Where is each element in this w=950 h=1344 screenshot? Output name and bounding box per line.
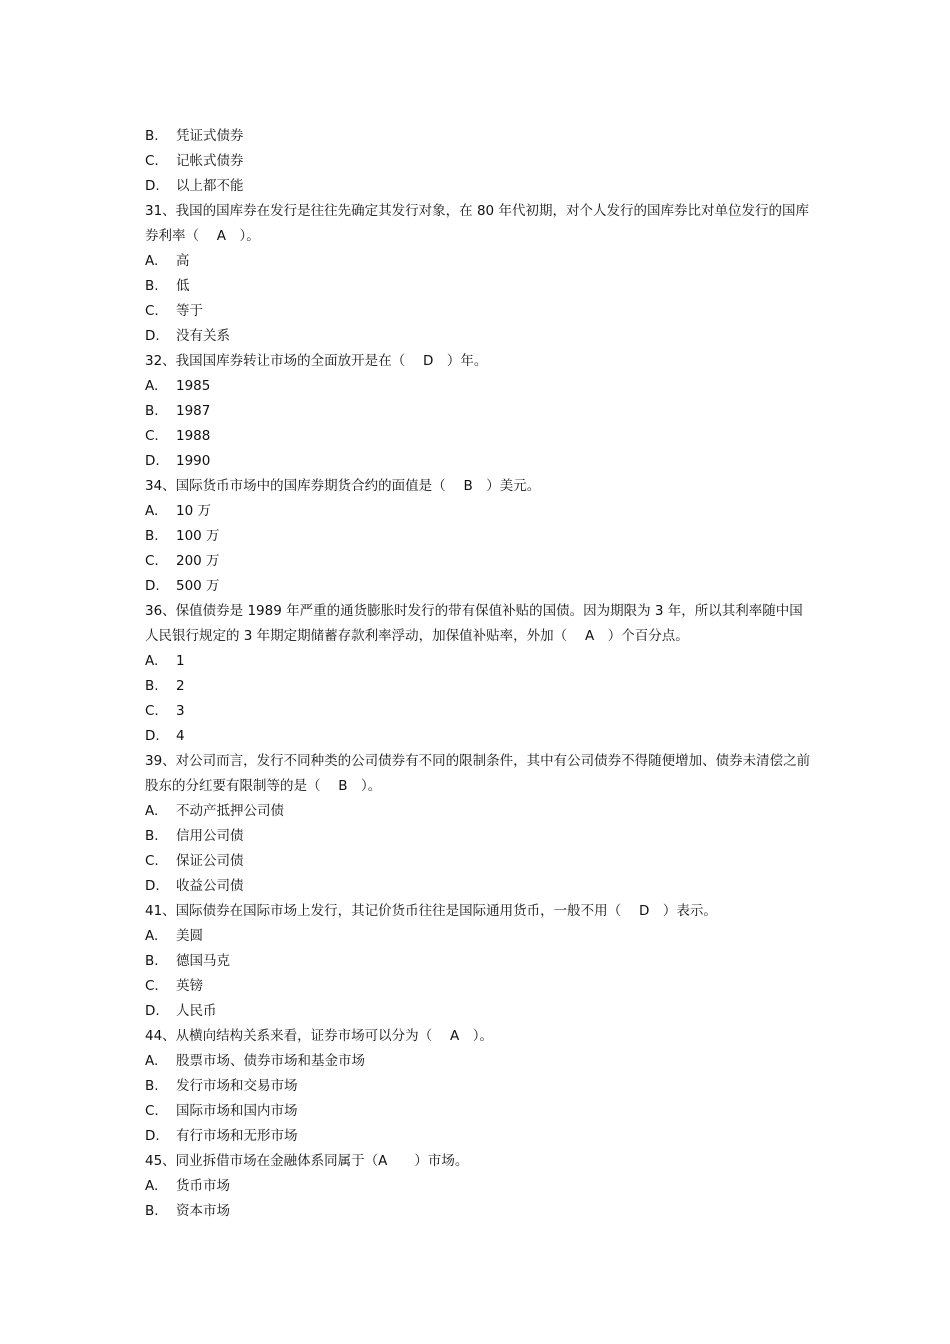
option-label: C.: [145, 553, 159, 569]
option-label: A.: [145, 378, 159, 394]
option-text: 记帐式债券: [176, 153, 244, 169]
question-text: 44、从横向结构关系来看，证券市场可以分为（ A ）。: [145, 1028, 493, 1044]
option-label: D.: [145, 578, 160, 594]
answer-option: [145, 1074, 815, 1099]
option-text: 低: [176, 278, 190, 294]
option-text: 1: [176, 653, 185, 669]
option-label: D.: [145, 1003, 160, 1019]
option-text: 1985: [176, 378, 211, 394]
option-label: A.: [145, 653, 159, 669]
question-text: 31、我国的国库券在发行是往往先确定其发行对象，在 80 年代初期，对个人发行的国库券比对单位发行的国库券利率（ A ）。: [145, 203, 809, 244]
question-text: 45、同业拆借市场在金融体系同属于（A ）市场。: [145, 1153, 469, 1169]
answer-option: [145, 399, 815, 424]
answer-option: [145, 724, 815, 749]
option-label: C.: [145, 428, 159, 444]
answer-option: [145, 674, 815, 699]
option-text: 没有关系: [176, 328, 230, 344]
option-text: 等于: [176, 303, 203, 319]
answer-option: [145, 649, 815, 674]
option-text: 200 万: [176, 553, 220, 569]
option-text: 有行市场和无形市场: [176, 1128, 298, 1144]
answer-option: [145, 1199, 815, 1224]
option-text: 100 万: [176, 528, 220, 544]
answer-option: [145, 174, 815, 199]
option-text: 德国马克: [176, 953, 230, 969]
option-text: 凭证式债券: [176, 128, 244, 144]
option-label: B.: [145, 1203, 159, 1219]
option-text: 保证公司债: [176, 853, 244, 869]
option-text: 资本市场: [176, 1203, 230, 1219]
option-label: A.: [145, 253, 159, 269]
option-text: 10 万: [176, 503, 211, 519]
answer-option: [145, 149, 815, 174]
option-text: 人民币: [176, 1003, 217, 1019]
option-label: A.: [145, 928, 159, 944]
option-label: D.: [145, 878, 160, 894]
option-label: C.: [145, 853, 159, 869]
option-text: 美圆: [176, 928, 203, 944]
option-text: 股票市场、债券市场和基金市场: [176, 1053, 365, 1069]
option-label: C.: [145, 978, 159, 994]
option-label: D.: [145, 728, 160, 744]
option-label: C.: [145, 1103, 159, 1119]
answer-option: [145, 449, 815, 474]
option-text: 货币市场: [176, 1178, 230, 1194]
option-text: 4: [176, 728, 185, 744]
question-text: 34、国际货币市场中的国库券期货合约的面值是（ B ）美元。: [145, 478, 541, 494]
option-text: 1988: [176, 428, 211, 444]
option-label: B.: [145, 678, 159, 694]
answer-option: [145, 124, 815, 149]
answer-option: [145, 1099, 815, 1124]
option-label: D.: [145, 453, 160, 469]
answer-option: [145, 424, 815, 449]
option-label: B.: [145, 953, 159, 969]
option-label: A.: [145, 803, 159, 819]
option-text: 收益公司债: [176, 878, 244, 894]
answer-option: [145, 1174, 815, 1199]
answer-option: [145, 524, 815, 549]
answer-option: [145, 574, 815, 599]
option-label: B.: [145, 403, 159, 419]
option-label: D.: [145, 178, 160, 194]
answer-option: [145, 999, 815, 1024]
answer-option: [145, 824, 815, 849]
option-text: 高: [176, 253, 190, 269]
option-label: B.: [145, 528, 159, 544]
option-text: 国际市场和国内市场: [176, 1103, 298, 1119]
question-text: 36、保值债券是 1989 年严重的通货膨胀时发行的带有保值补贴的国债。因为期限为 3 年，所以其利率随中国人民银行规定的 3 年期定期储蓄存款利率浮动，加保值补贴率，外加（ A ）个百分点。: [145, 603, 803, 644]
answer-option: [145, 949, 815, 974]
answer-option: [145, 549, 815, 574]
question-text: 32、我国国库券转让市场的全面放开是在（ D ）年。: [145, 353, 488, 369]
option-label: B.: [145, 278, 159, 294]
answer-option: [145, 974, 815, 999]
option-label: C.: [145, 153, 159, 169]
answer-option: [145, 249, 815, 274]
answer-option: [145, 849, 815, 874]
option-text: 2: [176, 678, 185, 694]
answer-option: [145, 1049, 815, 1074]
option-label: B.: [145, 1078, 159, 1094]
answer-option: [145, 324, 815, 349]
option-label: D.: [145, 1128, 160, 1144]
option-text: 以上都不能: [176, 178, 244, 194]
option-label: A.: [145, 1178, 159, 1194]
option-text: 1987: [176, 403, 211, 419]
answer-option: [145, 924, 815, 949]
option-label: A.: [145, 1053, 159, 1069]
option-text: 3: [176, 703, 185, 719]
answer-option: [145, 499, 815, 524]
answer-option: [145, 799, 815, 824]
option-label: C.: [145, 703, 159, 719]
option-label: A.: [145, 503, 159, 519]
document-body: [145, 124, 815, 1224]
option-label: D.: [145, 328, 160, 344]
option-text: 信用公司债: [176, 828, 244, 844]
option-label: C.: [145, 303, 159, 319]
option-text: 不动产抵押公司债: [176, 803, 284, 819]
option-text: 英镑: [176, 978, 203, 994]
answer-option: [145, 299, 815, 324]
option-text: 500 万: [176, 578, 220, 594]
option-text: 1990: [176, 453, 211, 469]
answer-option: [145, 874, 815, 899]
option-label: B.: [145, 128, 159, 144]
answer-option: [145, 374, 815, 399]
answer-option: [145, 699, 815, 724]
question-text: 41、国际债券在国际市场上发行，其记价货币往往是国际通用货币，一般不用（ D ）表示。: [145, 903, 717, 919]
option-label: B.: [145, 828, 159, 844]
answer-option: [145, 274, 815, 299]
option-text: 发行市场和交易市场: [176, 1078, 298, 1094]
question-text: 39、对公司而言，发行不同种类的公司债券有不同的限制条件，其中有公司债券不得随便增加、债券未清偿之前股东的分红要有限制等的是（ B ）。: [145, 753, 811, 794]
answer-option: [145, 1124, 815, 1149]
